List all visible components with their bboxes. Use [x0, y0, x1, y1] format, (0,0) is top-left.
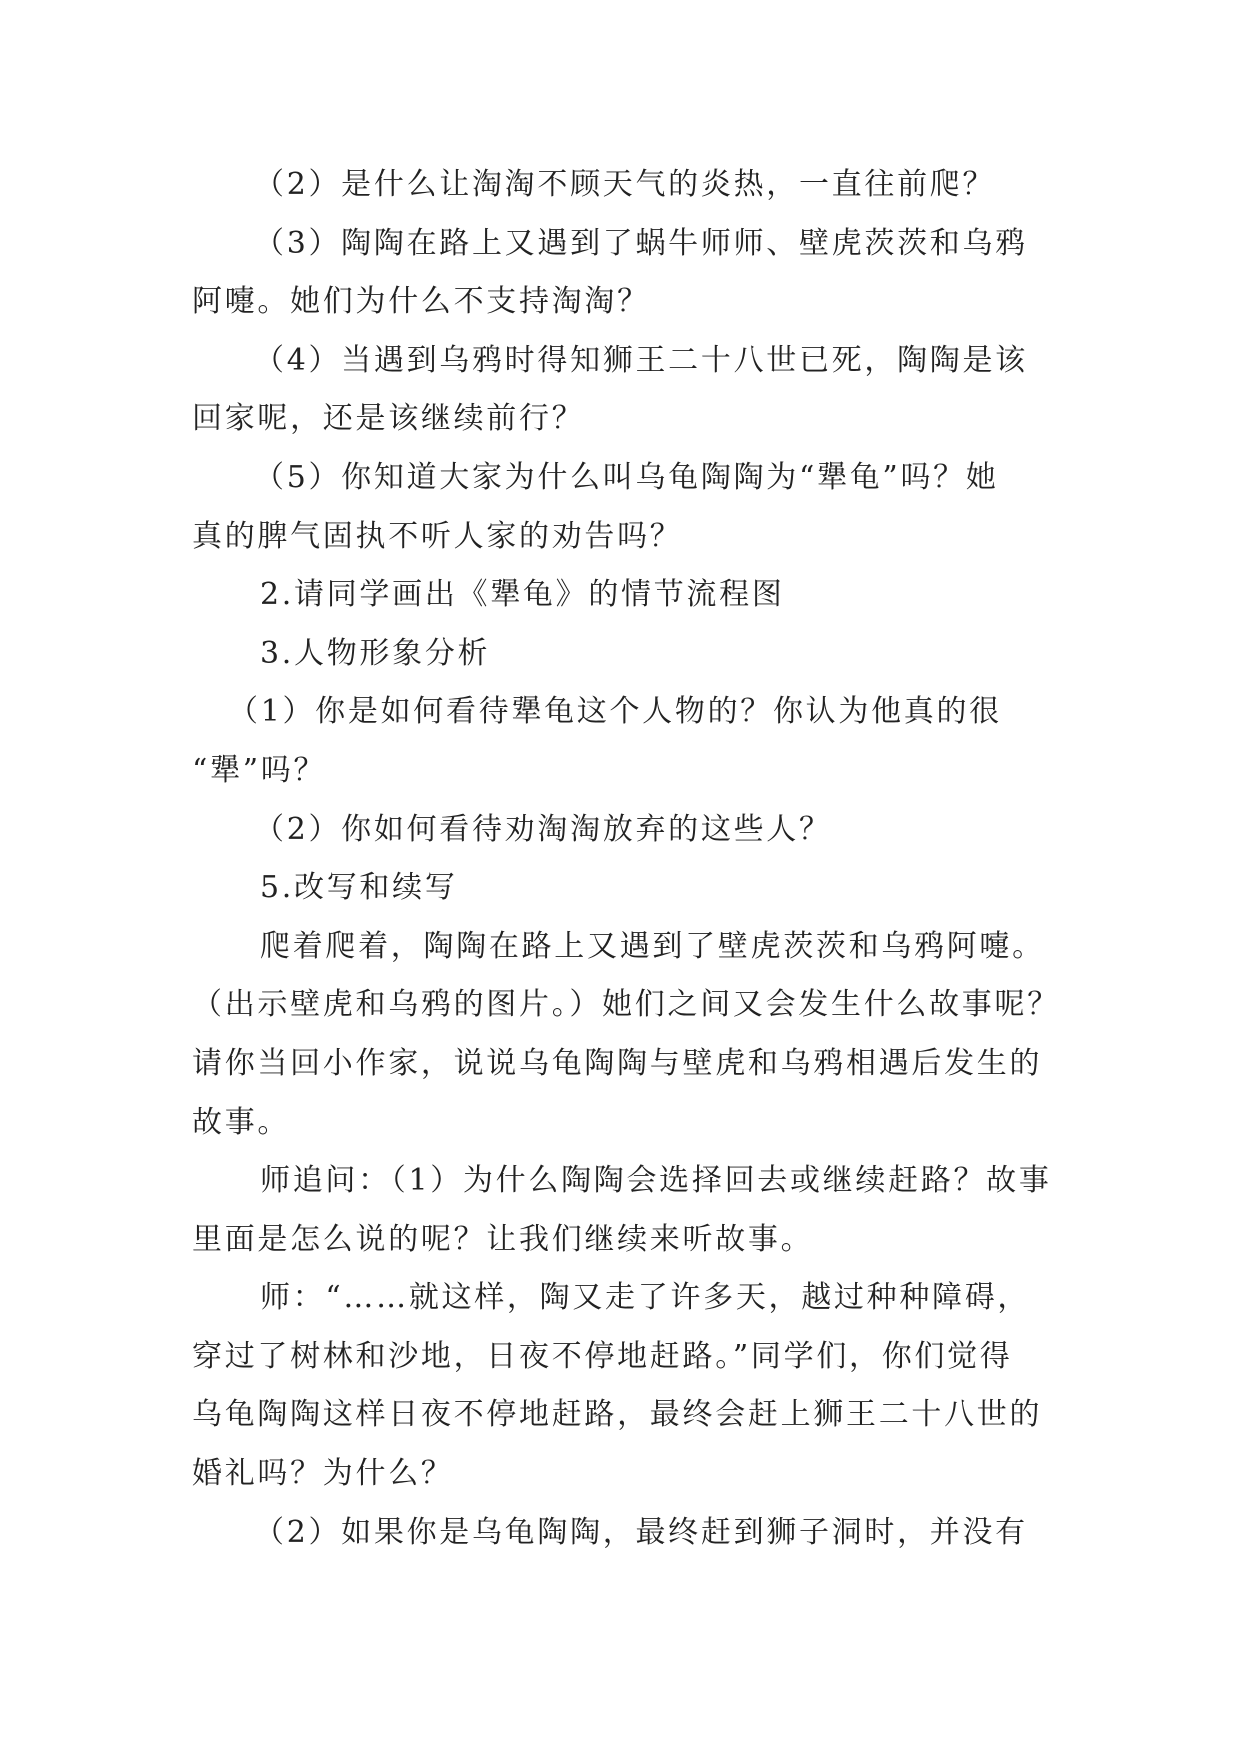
paragraph-line: 婚礼吗？为什么？ — [192, 1456, 454, 1492]
question-line: （5）你知道大家为什么叫乌龟陶陶为“犟龟”吗？她 — [254, 459, 999, 495]
question-line-continuation: 回家呢，还是该继续前行？ — [192, 401, 585, 437]
question-line: （2）是什么让淘淘不顾天气的炎热，一直往前爬？ — [254, 167, 996, 202]
paragraph-line: 里面是怎么说的呢？让我们继续来听故事。 — [192, 1221, 814, 1257]
text-body — [192, 156, 1060, 1562]
paragraph-line: （出示壁虎和乌鸦的图片。）她们之间又会发生什么故事呢？ — [192, 987, 1060, 1023]
section-heading: 5.改写和续写 — [260, 870, 458, 906]
paragraph-line: 穿过了树林和沙地，日夜不停地赶路。”同学们，你们觉得 — [192, 1338, 1013, 1374]
paragraph-line: 师：“……就这样，陶又走了许多天，越过种种障碍， — [260, 1280, 1031, 1316]
question-line: （3）陶陶在路上又遇到了蜗牛师师、壁虎茨茨和乌鸦 — [254, 225, 1028, 261]
section-heading: 2.请同学画出《犟龟》的情节流程图 — [260, 577, 785, 613]
question-line-continuation: 真的脾气固执不听人家的劝告吗？ — [192, 518, 683, 554]
paragraph-line: 乌龟陶陶这样日夜不停地赶路，最终会赶上狮王二十八世的 — [192, 1397, 1043, 1433]
paragraph-line: 故事。 — [192, 1104, 291, 1140]
paragraph-line: 爬着爬着，陶陶在路上又遇到了壁虎茨茨和乌鸦阿嚏。 — [260, 928, 1045, 964]
paragraph-line: 请你当回小作家，说说乌龟陶陶与壁虎和乌鸦相遇后发生的 — [192, 1045, 1043, 1081]
question-line: （2）如果你是乌龟陶陶，最终赶到狮子洞时，并没有 — [254, 1514, 1028, 1550]
question-line-continuation: 阿嚏。她们为什么不支持淘淘？ — [192, 284, 650, 320]
question-line: （4）当遇到乌鸦时得知狮王二十八世已死，陶陶是该 — [254, 342, 1028, 378]
paragraph-line: 师追问：（1）为什么陶陶会选择回去或继续赶路？故事 — [260, 1163, 1052, 1199]
question-line: （1）你是如何看待犟龟这个人物的？你认为他真的很 — [228, 694, 1002, 730]
question-line-continuation: “犟”吗？ — [192, 752, 327, 788]
question-line: （2）你如何看待劝淘淘放弃的这些人？ — [254, 811, 832, 847]
section-heading: 3.人物形象分析 — [260, 635, 491, 671]
